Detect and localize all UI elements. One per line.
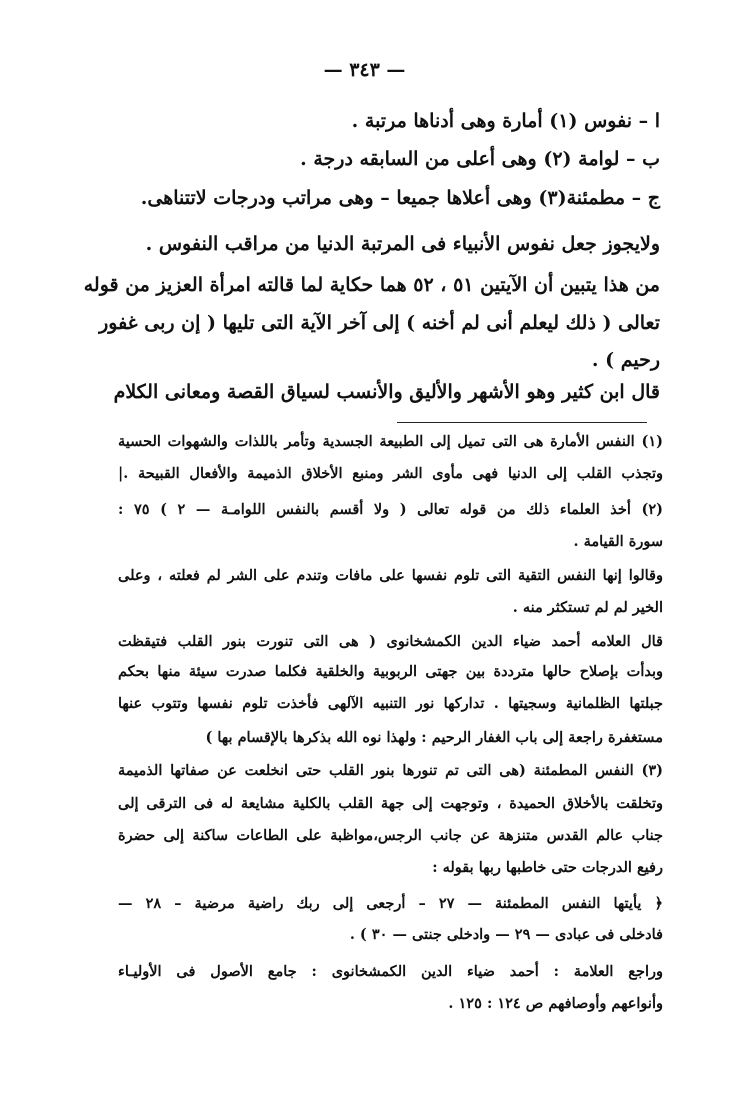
- footnote-line-3: (٢) أخذ العلماء ذلك من قوله تعالى ( ولا أقسم بالنفس اللوامـة — ٢ ) ٧٥ :: [118, 501, 664, 518]
- main-line-5: من هذا يتبين أن الآيتين ٥١ ، ٥٢ هما حكاية لما قالته امرأة العزيز من قوله: [83, 274, 660, 296]
- main-line-1: ا – نفوس (١) أمارة وهى أدناها مرتبة .: [351, 110, 660, 132]
- footnote-line-13: جناب عالم القدس متنزهة عن جانب الرجس،مواظبة على الطاعات ساكنة إلى حضرة: [118, 827, 663, 844]
- footnote-line-14: رفيع الدرجات حتى خاطبها ربها بقوله :: [432, 859, 663, 876]
- footnote-line-8: وبدأت بإصلاح حالها مترددة بين جهتى الربوبية والخلقية فكلما صدرت سيئة منها بحكم: [118, 663, 663, 680]
- main-line-7: رحيم ) .: [591, 349, 660, 371]
- main-line-3: ج – مطمئنة(٣) وهى أعلاها جميعا – وهى مراتب ودرجات لاتتناهى.: [140, 187, 660, 209]
- main-line-2: ب – لوامة (٢) وهى أعلى من السابقه درجة .: [300, 148, 660, 170]
- footnote-line-1: (١) النفس الأمارة هى التى تميل إلى الطبيعة الجسدية وتأمر باللذات والشهوات الحسية: [118, 433, 663, 450]
- footnote-line-6: الخير لم لم تستكثر منه .: [512, 599, 663, 616]
- main-line-4: ولايجوز جعل نفوس الأنبياء فى المرتبة الدنيا من مراقب النفوس .: [145, 233, 660, 255]
- main-line-8: قال ابن كثير وهو الأشهر والأليق والأنسب لسياق القصة ومعانى الكلام: [113, 381, 660, 403]
- main-line-6: تعالى ( ذلك ليعلم أنى لم أخنه ) إلى آخر الآية التى تليها ( إن ربى غفور: [99, 312, 660, 334]
- footnote-line-9: جبلتها الظلمانية وسجيتها . تداركها نور التنبيه الآلهى فأخذت تلوم نفسها وتتوب عنها: [118, 695, 663, 712]
- footnote-line-12: وتخلقت بالأخلاق الحميدة ، وتوجهت إلى جهة القلب بالكلية مشايعة له فى الترقى إلى: [118, 795, 663, 812]
- footnote-line-4: سورة القيامة .: [573, 533, 663, 550]
- footnote-line-7: قال العلامه أحمد ضياء الدين الكمشخانوى ( هى التى تنورت بنور القلب فتيقظت: [118, 633, 663, 650]
- footnote-line-17: وراجع العلامة : أحمد ضياء الدين الكمشخانوى : جامع الأصول فى الأوليـاء: [118, 963, 663, 980]
- footnote-divider: [397, 422, 647, 423]
- footnote-line-2: وتجذب القلب إلى الدنيا فهى مأوى الشر ومنبع الأخلاق الذميمة والأفعال القبيحة .|: [118, 465, 663, 482]
- footnote-line-5: وقالوا إنها النفس التقية التى تلوم نفسها على مافات وتندم على الشر لم فعلته ، وعلى: [118, 567, 663, 584]
- footnote-line-11: (٣) النفس المطمئنة (هى التى تم تنورها بنور القلب حتى انخلعت عن صفاتها الذميمة: [118, 762, 663, 779]
- footnote-line-18: وأنواعهم وأوصافهم ص ١٢٤ : ١٢٥ .: [448, 995, 663, 1012]
- footnote-line-10: مستغفرة راجعة إلى باب الغفار الرحيم : ولهذا نوه الله بذكرها بالإقسام بها ): [205, 729, 663, 746]
- page-number: — ٣٤٣ —: [323, 59, 406, 81]
- footnote-line-15: ﴿ يأيتها النفس المطمئنة — ٢٧ – أرجعى إلى ربك راضية مرضية – ٢٨ —: [118, 895, 663, 912]
- footnote-line-16: فادخلى فى عبادى — ٢٩ — وادخلى جنتى — ٣٠ ) .: [349, 926, 663, 943]
